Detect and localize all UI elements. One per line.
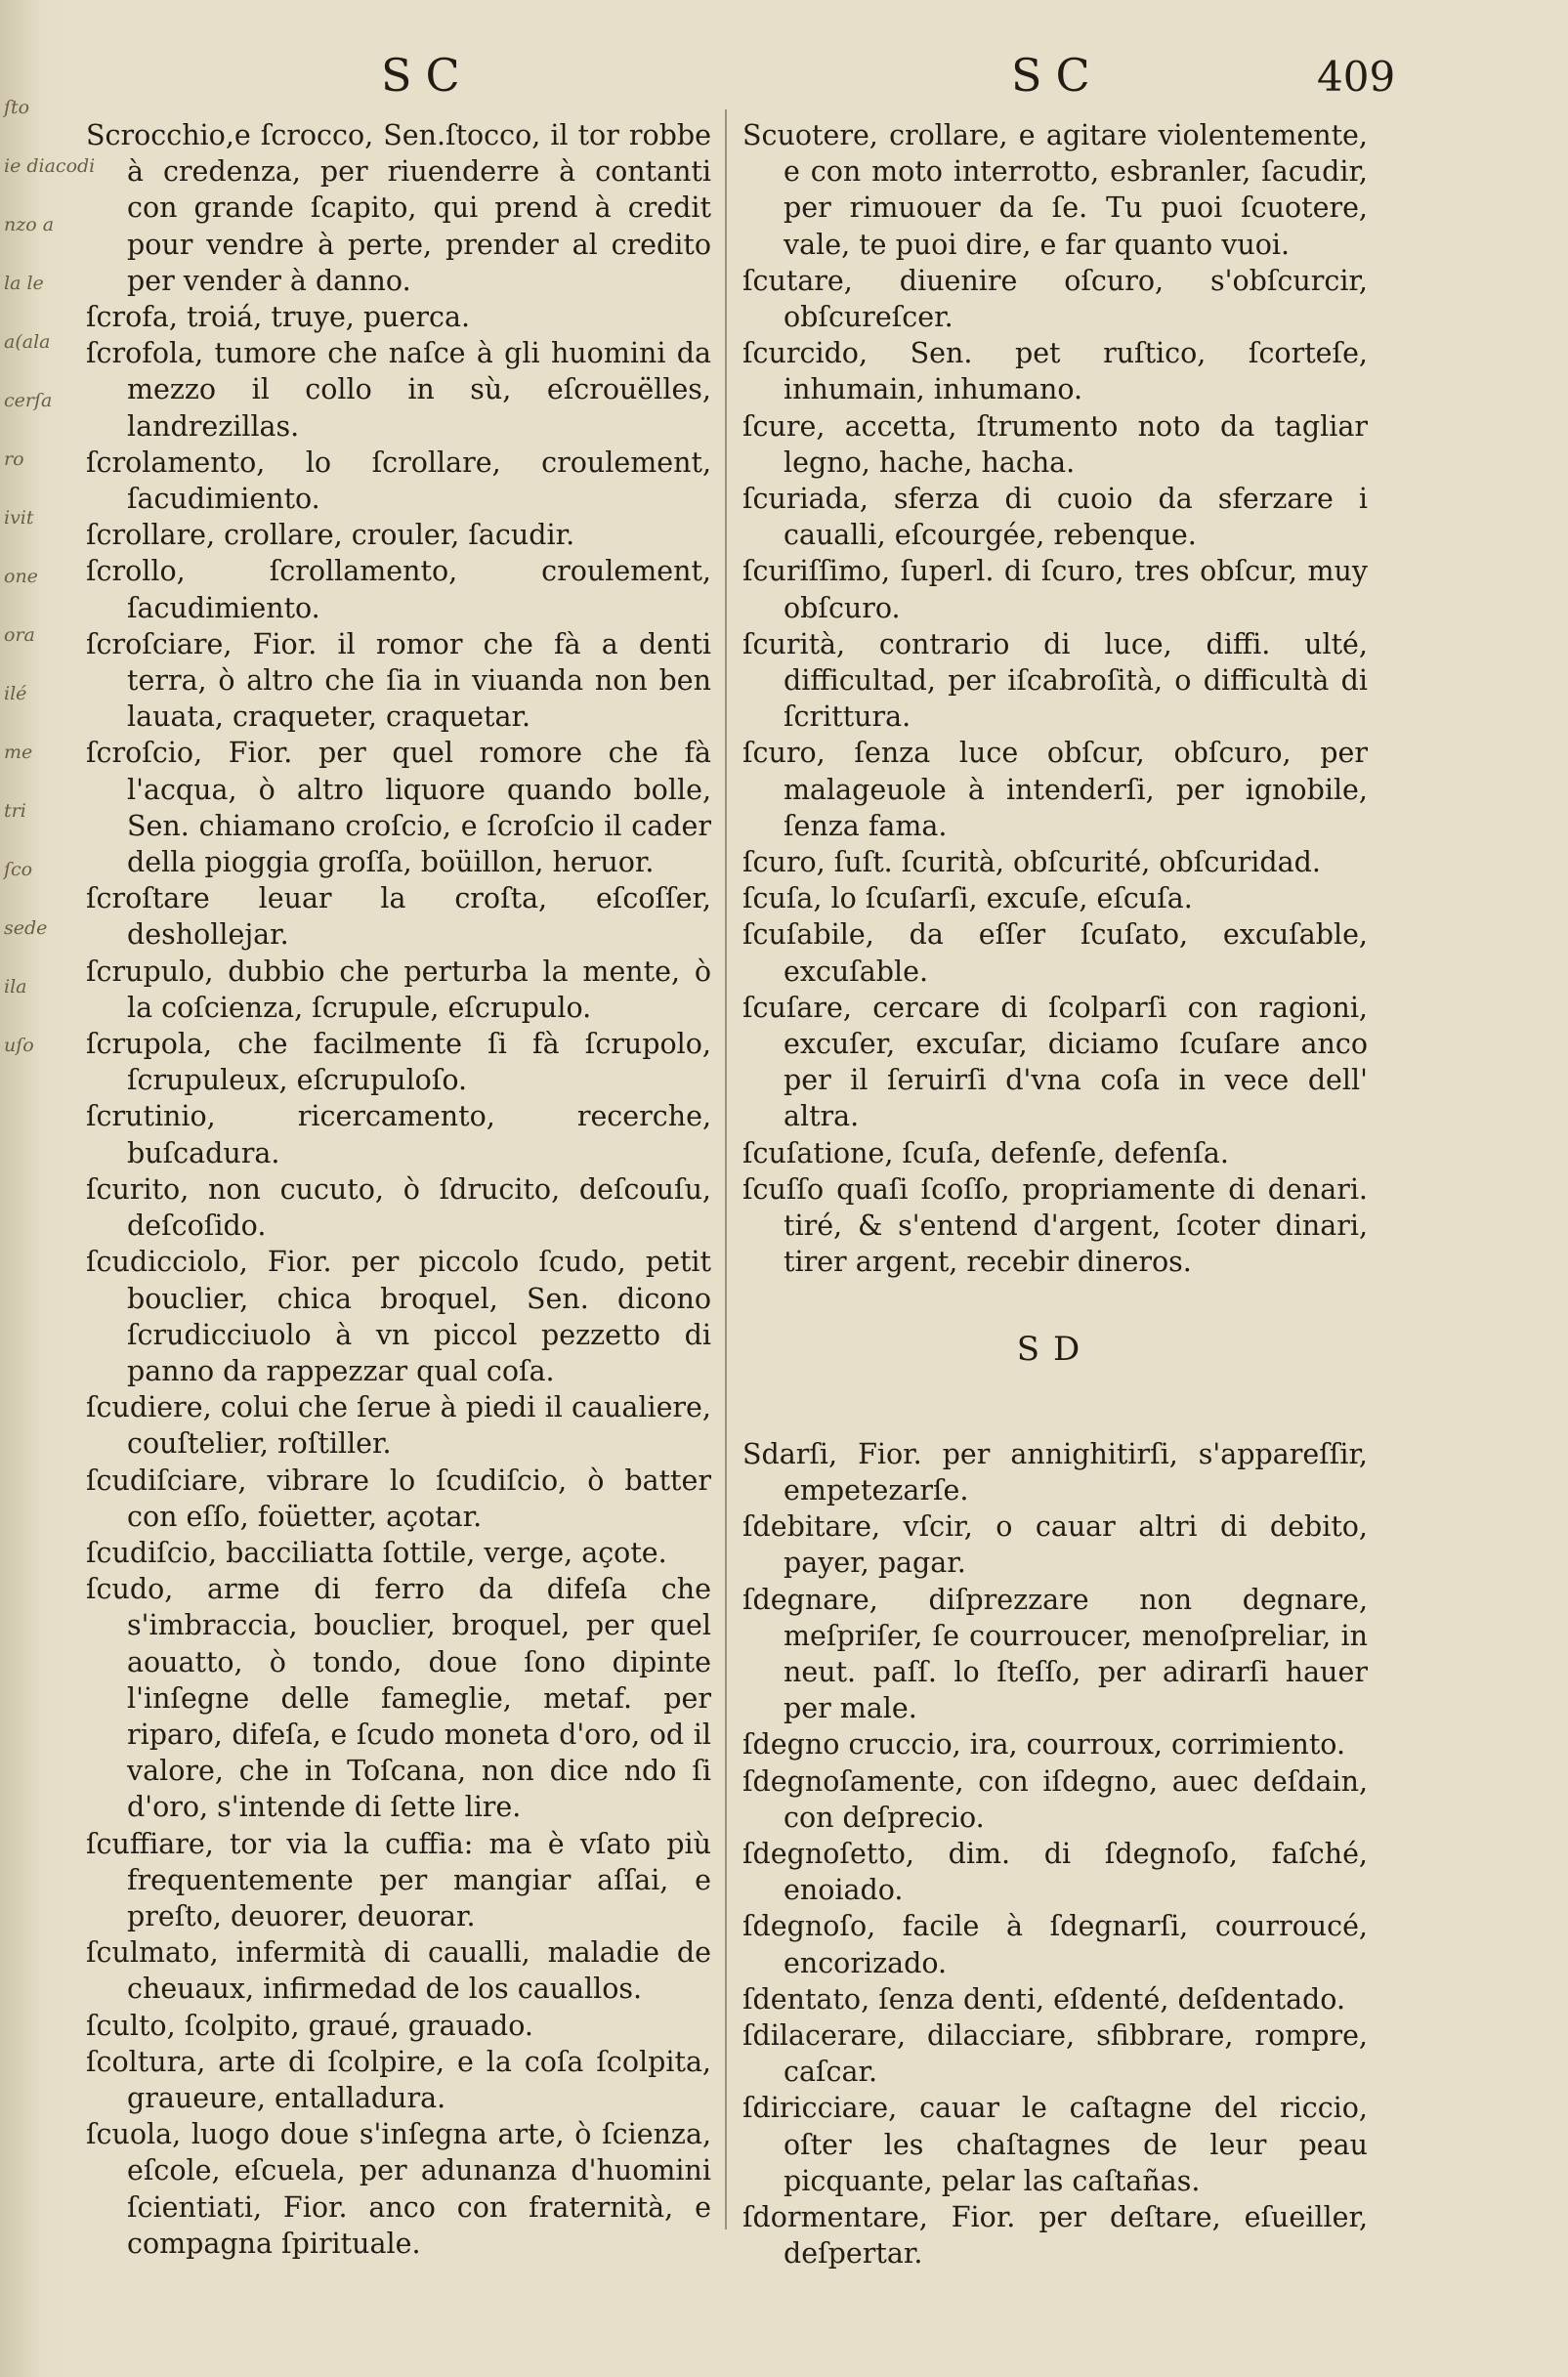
dictionary-entry: ſcudo, arme di ferro da difeſa che s'imbraccia, bouclier, broquel, per quel aouatto, ò tondo, doue ſono dipinte l'inſegne delle fameglie, metaf. per riparo, difeſa, e ſcudo moneta d'oro, od il valore, che in Toſcana, non dice ndo ſi d'oro, s'intende di ſette lire. xyxy=(86,1573,711,1824)
dictionary-entry: Sdarſi, Fior. per annighitirſi, s'appareſſir, empetezarſe. xyxy=(742,1437,1368,1507)
dictionary-entry: ſcutare, diuenire oſcuro, s'obſcurcir, obſcureſcer. xyxy=(742,264,1368,334)
right-column xyxy=(742,117,1368,2271)
dictionary-entry: ſcuſare, cercare di ſcolparſi con ragioni, excuſer, excuſar, diciamo ſcuſare anco per il ſeruirſi d'vna coſa in vece dell' altra. xyxy=(742,991,1368,1133)
bleed-fragment: ivit xyxy=(4,507,34,529)
bleed-fragment: tri xyxy=(4,800,26,822)
sc-entries xyxy=(742,117,1368,1281)
bleed-fragment: a(ala xyxy=(4,331,51,353)
header-left: SC xyxy=(381,49,474,102)
bleed-fragment: ilé xyxy=(4,683,27,704)
dictionary-entry: ſcuſabile, da eſſer ſcuſato, excuſable, excuſable. xyxy=(742,918,1368,988)
bleed-fragment: one xyxy=(4,566,38,587)
bleed-fragment: cerſa xyxy=(4,390,53,411)
bleed-fragment: uſo xyxy=(4,1035,34,1056)
dictionary-entry: ſcudiere, colui che ſerue à piedi il caualiere, couſtelier, roſtiller. xyxy=(86,1391,711,1461)
dictionary-entry: ſdegnoſetto, dim. di ſdegnoſo, faſché, enoiado. xyxy=(742,1837,1368,1907)
dictionary-entry: ſdegnare, diſprezzare non degnare, meſpriſer, ſe courroucer, menoſpreliar, in neut. paſſ. lo ſteſſo, per adirarſi hauer per male. xyxy=(742,1583,1368,1725)
dictionary-entry: ſcurcido, Sen. pet ruſtico, ſcorteſe, inhumain, inhumano. xyxy=(742,337,1368,406)
dictionary-entry: ſcrollo, ſcrollamento, croulement, ſacudimiento. xyxy=(86,555,711,624)
dictionary-entry: ſcrupulo, dubbio che perturba la mente, ò la coſcienza, ſcrupule, eſcrupulo. xyxy=(86,955,711,1024)
dictionary-entry: ſcrofola, tumore che naſce à gli huomini da mezzo il collo in sù, eſcrouëlles, landrezillas. xyxy=(86,337,711,443)
sd-entries xyxy=(742,1436,1368,2272)
dictionary-entry: ſcurito, non cucuto, ò ſdrucito, deſcouſu, deſcoſido. xyxy=(86,1172,711,1243)
dictionary-entry: ſdegnoſo, facile à ſdegnarſi, courroucé, encorizado. xyxy=(742,1910,1368,1979)
dictionary-entry: ſcure, accetta, ſtrumento noto da tagliar legno, hache, hacha. xyxy=(742,409,1368,479)
left-margin-bleed xyxy=(0,0,96,2377)
dictionary-entry: ſcurità, contrario di luce, diffi. ulté, difficultad, per iſcabroſità, o difficultà di ſcrittura. xyxy=(742,627,1368,734)
dictionary-entry: ſcoltura, arte di ſcolpire, e la coſa ſcolpita, graueure, entalladura. xyxy=(86,2045,711,2114)
dictionary-entry: ſculto, ſcolpito, graué, grauado. xyxy=(86,2009,533,2042)
dictionary-entry: ſculmato, infermità di caualli, maladie de cheuaux, infirmedad de los cauallos. xyxy=(86,1936,711,2006)
dictionary-entry: ſcuffiare, tor via la cuffia: ma è vſato più frequentemente per mangiar aſſai, e preſto, deuorer, deuorar. xyxy=(86,1827,711,1932)
dictionary-entry: Scuotere, crollare, e agitare violentemente, e con moto interrotto, esbranler, ſacudir, per rimuouer da ſe. Tu puoi ſcuotere, vale, te puoi dire, e far quanto vuoi. xyxy=(742,119,1368,261)
dictionary-entry: ſdilacerare, dilacciare, sfibbrare, rompre, caſcar. xyxy=(742,2018,1368,2089)
dictionary-entry: ſcuro, ſenza luce obſcur, obſcuro, per malageuole à intenderſi, per ignobile, ſenza fama. xyxy=(742,737,1368,842)
header-right: SC xyxy=(1011,49,1104,102)
dictionary-entry: ſdegnoſamente, con iſdegno, auec deſdain, con deſprecio. xyxy=(742,1764,1368,1834)
bleed-fragment: ila xyxy=(4,976,27,997)
dictionary-entry: ſcudicciolo, Fior. per piccolo ſcudo, petit bouclier, chica broquel, Sen. dicono ſcrudicciuolo à vn piccol pezzetto di panno da rappezzar qual coſa. xyxy=(86,1246,711,1387)
column-divider xyxy=(725,109,727,2229)
dictionary-entry: ſdentato, ſenza denti, eſdenté, deſdentado. xyxy=(742,1982,1346,2016)
dictionary-entry: ſcrolamento, lo ſcrollare, croulement, ſacudimiento. xyxy=(86,446,711,516)
page-number: 409 xyxy=(1317,53,1396,101)
dictionary-entry: ſcuro, ſuſt. ſcurità, obſcurité, obſcuridad. xyxy=(742,846,1321,879)
dictionary-entry: ſcroſcio, Fior. per quel romore che fà l'acqua, ò altro liquore quando bolle, Sen. chiamano croſcio, e ſcroſcio il cader della pioggia groſſa, boüillon, heruor. xyxy=(86,737,711,879)
dictionary-entry: ſcuriada, sferza di cuoio da sferzare i caualli, eſcourgée, rebenque. xyxy=(742,483,1368,552)
bleed-fragment: ro xyxy=(4,448,24,470)
dictionary-entry: ſcuriſſimo, ſuperl. di ſcuro, tres obſcur, muy obſcuro. xyxy=(742,555,1368,624)
bleed-fragment: ora xyxy=(4,624,35,646)
dictionary-entry: ſcuſatione, ſcuſa, defenſe, defenſa. xyxy=(742,1136,1229,1169)
bleed-fragment: sede xyxy=(4,917,48,939)
dictionary-entry: ſdormentare, Fior. per deſtare, eſueiller, deſpertar. xyxy=(742,2200,1368,2271)
bleed-fragment: ſco xyxy=(4,859,33,880)
dictionary-entry: ſcroſciare, Fior. il romor che fà a denti terra, ò altro che ſia in viuanda non ben lauata, craqueter, craquetar. xyxy=(86,627,711,734)
bleed-fragment: ie diacodi xyxy=(4,155,96,177)
bleed-fragment: me xyxy=(4,742,33,763)
bleed-fragment: nzo a xyxy=(4,214,55,235)
dictionary-entry: ſcuola, luogo doue s'inſegna arte, ò ſcienza, eſcole, eſcuela, per adunanza d'huomini ſcientiati, Fior. anco con fraternità, e compagna ſpirituale. xyxy=(86,2118,711,2260)
dictionary-entry: ſcrollare, crollare, crouler, ſacudir. xyxy=(86,519,575,552)
dictionary-entry: ſcuſſo quaſi ſcoſſo, propriamente di denari. tiré, & s'entend d'argent, ſcoter dinari, tirer argent, recebir dineros. xyxy=(742,1172,1368,1279)
dictionary-entry: ſcroſtare leuar la croſta, eſcoſſer, deshollejar. xyxy=(86,882,711,952)
bleed-fragment: la le xyxy=(4,273,44,294)
dictionary-entry: ſcrupola, che facilmente ſi fà ſcrupolo, ſcrupuleux, eſcrupuloſo. xyxy=(86,1028,711,1097)
dictionary-entry: ſcudiſciare, vibrare lo ſcudiſcio, ò batter con eſſo, foüetter, açotar. xyxy=(86,1464,711,1533)
dictionary-entry: ſdegno cruccio, ira, courroux, corrimiento. xyxy=(742,1728,1346,1762)
dictionary-entry: ſcudiſcio, bacciliatta ſottile, verge, açote. xyxy=(86,1536,667,1569)
bleed-through-text xyxy=(4,78,96,1075)
dictionary-entry: Scrocchio,e ſcrocco, Sen.ſtocco, il tor robbe à credenza, per riuenderre à contanti con grande ſcapito, qui prend à credit pour vendre à perte, prender al credito per vender à danno. xyxy=(86,119,711,297)
left-column xyxy=(86,117,711,2262)
dictionary-entry: ſdebitare, vſcir, o cauar altri di debito, payer, pagar. xyxy=(742,1510,1368,1580)
dictionary-entry: ſcrutinio, ricercamento, recerche, buſcadura. xyxy=(86,1100,711,1169)
bleed-fragment: ſto xyxy=(4,97,30,118)
dictionary-entry: ſcrofa, troiá, truye, puerca. xyxy=(86,301,471,334)
dictionary-entry: ſcuſa, lo ſcuſarſi, excuſe, eſcuſa. xyxy=(742,882,1193,915)
dictionary-entry: ſdiricciare, cauar le caſtagne del riccio, oſter les chaſtagnes de leur peau picquante, pelar las caſtañas. xyxy=(742,2092,1368,2197)
section-heading-sd: SD xyxy=(1016,1329,1094,1369)
